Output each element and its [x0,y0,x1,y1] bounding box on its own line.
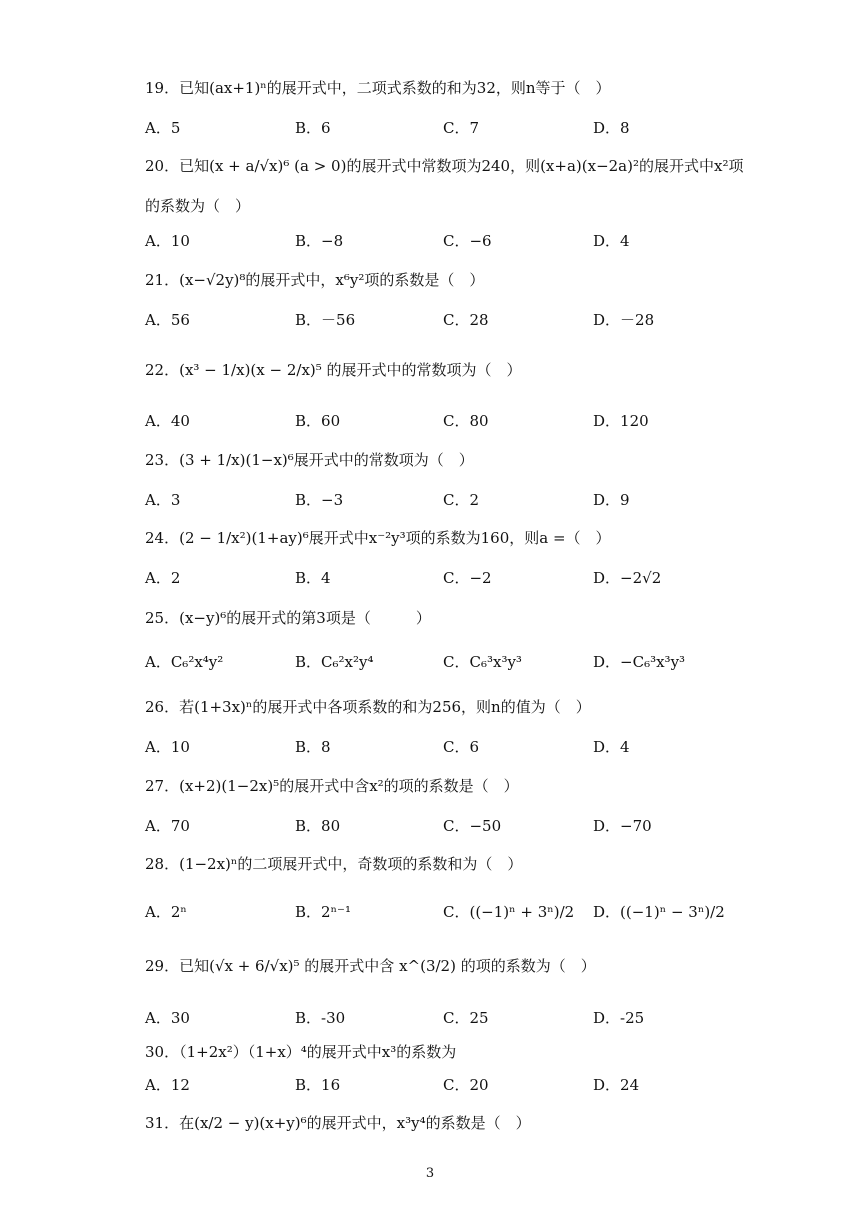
option-a: A．3 [145,491,181,509]
page-number: 3 [425,1166,435,1181]
question-20: 20．已知(x + a/√x)⁶ (a > 0)的展开式中常数项为240，则(x+a)(x−2a)²的展开式中x²项 [145,157,744,175]
question-22: 22．(x³ − 1/x)(x − 2/x)⁵ 的展开式中的常数项为（ ） [145,361,522,379]
question-26: 26．若(1+3x)ⁿ的展开式中各项系数的和为256，则n的值为（ ） [145,698,591,716]
option-c: C．20 [443,1076,489,1094]
question-24: 24．(2 − 1/x²)(1+ay)⁶展开式中x⁻²y³项的系数为160，则a =（ ） [145,529,611,547]
question-27: 27．(x+2)(1−2x)⁵的展开式中含x²的项的系数是（ ） [145,777,519,795]
option-a: A．C₆²x⁴y² [145,653,224,671]
question-20-cont: 的系数为（ ） [145,197,251,215]
question-28: 28．(1−2x)ⁿ的二项展开式中，奇数项的系数和为（ ） [145,855,523,873]
option-b: B．80 [295,817,341,835]
option-b: B．6 [295,119,331,137]
option-c: C．C₆³x³y³ [443,653,522,671]
question-31: 31．在(x/2 − y)(x+y)⁶的展开式中，x³y⁴的系数是（ ） [145,1114,531,1132]
question-29: 29．已知(√x + 6/√x)⁵ 的展开式中含 x^(3/2) 的项的系数为（ ） [145,957,596,975]
option-b: B．60 [295,412,341,430]
option-c: C．−50 [443,817,502,835]
question-19: 19．已知(ax+1)ⁿ的展开式中，二项式系数的和为32，则n等于（ ） [145,79,611,97]
option-c: C．25 [443,1009,489,1027]
option-c: C．7 [443,119,480,137]
option-d: D．9 [593,491,630,509]
option-b: B．C₆²x²y⁴ [295,653,374,671]
option-d: D．-25 [593,1009,645,1027]
option-c: C．((−1)ⁿ + 3ⁿ)/2 [443,903,575,921]
option-b: B．4 [295,569,331,587]
option-d: D．((−1)ⁿ − 3ⁿ)/2 [593,903,725,921]
option-b: B．−3 [295,491,344,509]
option-b: B．－56 [295,311,356,329]
option-d: D．24 [593,1076,640,1094]
option-d: D．4 [593,738,630,756]
option-c: C．2 [443,491,480,509]
option-d: D．−C₆³x³y³ [593,653,686,671]
question-21: 21．(x−√2y)⁸的展开式中，x⁶y²项的系数是（ ） [145,271,485,289]
option-a: A．2ⁿ [145,903,187,921]
option-d: D．4 [593,232,630,250]
option-a: A．2 [145,569,181,587]
question-30: 30．（1+2x²）（1+x）⁴的展开式中x³的系数为 [145,1043,457,1061]
option-a: A．10 [145,232,190,250]
option-a: A．40 [145,412,190,430]
option-a: A．56 [145,311,190,329]
option-d: D．−2√2 [593,569,662,587]
option-b: B．8 [295,738,331,756]
option-c: C．28 [443,311,489,329]
option-b: B．−8 [295,232,344,250]
question-23: 23．(3 + 1/x)(1−x)⁶展开式中的常数项为（ ） [145,451,474,469]
option-c: C．−6 [443,232,492,250]
question-25: 25．(x−y)⁶的展开式的第3项是（ ） [145,609,431,627]
option-c: C．−2 [443,569,492,587]
option-a: A．70 [145,817,190,835]
option-a: A．5 [145,119,181,137]
option-d: D．－28 [593,311,655,329]
option-c: C．6 [443,738,480,756]
option-a: A．30 [145,1009,190,1027]
option-b: B．-30 [295,1009,346,1027]
option-a: A．12 [145,1076,190,1094]
option-c: C．80 [443,412,489,430]
option-d: D．−70 [593,817,652,835]
option-d: D．8 [593,119,630,137]
option-b: B．2ⁿ⁻¹ [295,903,351,921]
option-a: A．10 [145,738,190,756]
option-b: B．16 [295,1076,341,1094]
option-d: D．120 [593,412,649,430]
